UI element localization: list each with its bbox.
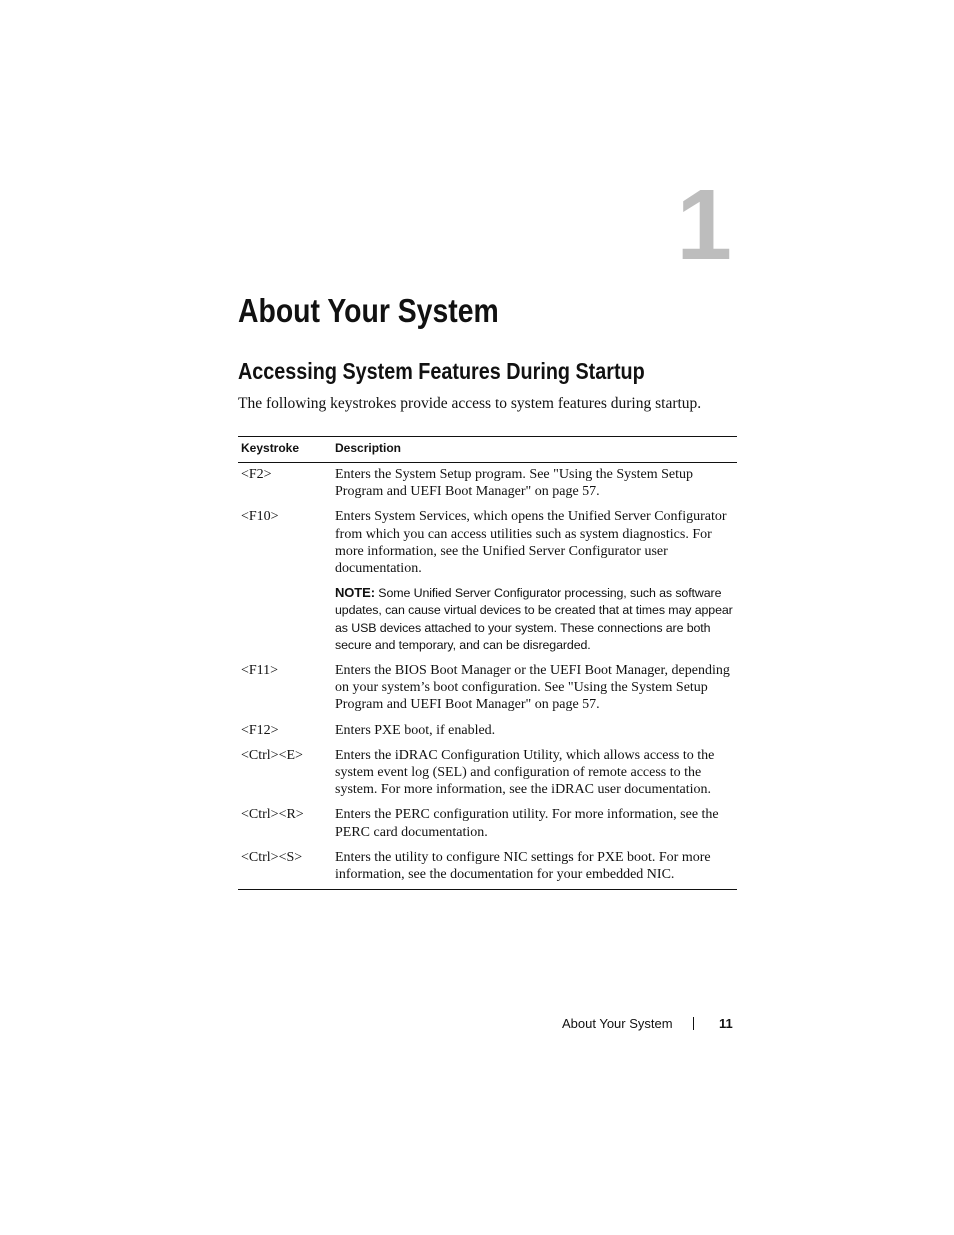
row-description-text: Enters the System Setup program. See "Using the System Setup Program and UEFI Boot Manager" on page 57. bbox=[335, 467, 694, 500]
chapter-title: About Your System bbox=[238, 292, 499, 329]
row-key: <F11> bbox=[241, 663, 279, 679]
row-description bbox=[332, 804, 737, 846]
table-row bbox=[238, 463, 737, 507]
note-text: Some Unified Server Configurator processing, such as software updates, can cause virtual devices to be created that at times may appear as USB devices attached to your system. These connections are both secure and temporary, and can be disregarded. bbox=[335, 586, 733, 652]
table-row bbox=[238, 847, 737, 890]
row-key: <F10> bbox=[241, 509, 279, 525]
row-description bbox=[332, 745, 737, 805]
row-description-text: Enters the utility to configure NIC settings for PXE boot. For more information, see the documentation for your embedded NIC. bbox=[335, 849, 711, 883]
row-description-text: Enters PXE boot, if enabled. bbox=[335, 722, 496, 738]
row-key: <Ctrl><E> bbox=[241, 747, 303, 763]
chapter-number: 1 bbox=[676, 169, 730, 281]
footer-section-name: About Your System bbox=[562, 1016, 673, 1031]
section-title: Accessing System Features During Startup bbox=[238, 358, 645, 384]
row-description bbox=[332, 720, 737, 745]
table-row bbox=[238, 745, 737, 805]
row-description bbox=[332, 660, 737, 720]
header-description: Description bbox=[332, 437, 737, 463]
row-description-text: Enters the iDRAC Configuration Utility, which allows access to the system event log (SEL) and configuration of remote access to the system. For more information, see the iDRAC user documentation. bbox=[335, 747, 715, 798]
table-row bbox=[238, 720, 737, 745]
row-key: <Ctrl><S> bbox=[241, 849, 303, 865]
table-row bbox=[238, 660, 737, 720]
footer-separator bbox=[693, 1017, 694, 1030]
header-keystroke: Keystroke bbox=[238, 437, 332, 463]
keystroke-table bbox=[238, 436, 737, 890]
note-label: NOTE: bbox=[335, 585, 375, 601]
row-description-text: Enters System Services, which opens the Unified Server Configurator from which you can access utilities such as system diagnostics. For more information, see the Unified Server Configurator user documentation. bbox=[335, 509, 727, 577]
table-row bbox=[238, 506, 737, 660]
row-description bbox=[332, 847, 737, 890]
row-description-text: Enters the PERC configuration utility. For more information, see the PERC card documentation. bbox=[335, 807, 719, 840]
row-description-text: Enters the BIOS Boot Manager or the UEFI Boot Manager, depending on your system’s boot configuration. See "Using the System Setup Program and UEFI Boot Manager" on page 57. bbox=[335, 663, 730, 713]
row-description bbox=[332, 506, 737, 660]
row-key: <F12> bbox=[241, 722, 279, 738]
row-key: <Ctrl><R> bbox=[241, 807, 304, 823]
row-description bbox=[332, 463, 737, 507]
section-intro: The following keystrokes provide access to system features during startup. bbox=[238, 395, 702, 412]
table-row bbox=[238, 804, 737, 846]
row-key: <F2> bbox=[241, 467, 272, 482]
note-block bbox=[335, 584, 734, 654]
footer-page-number: 11 bbox=[719, 1016, 733, 1031]
table-header-row bbox=[238, 437, 737, 463]
